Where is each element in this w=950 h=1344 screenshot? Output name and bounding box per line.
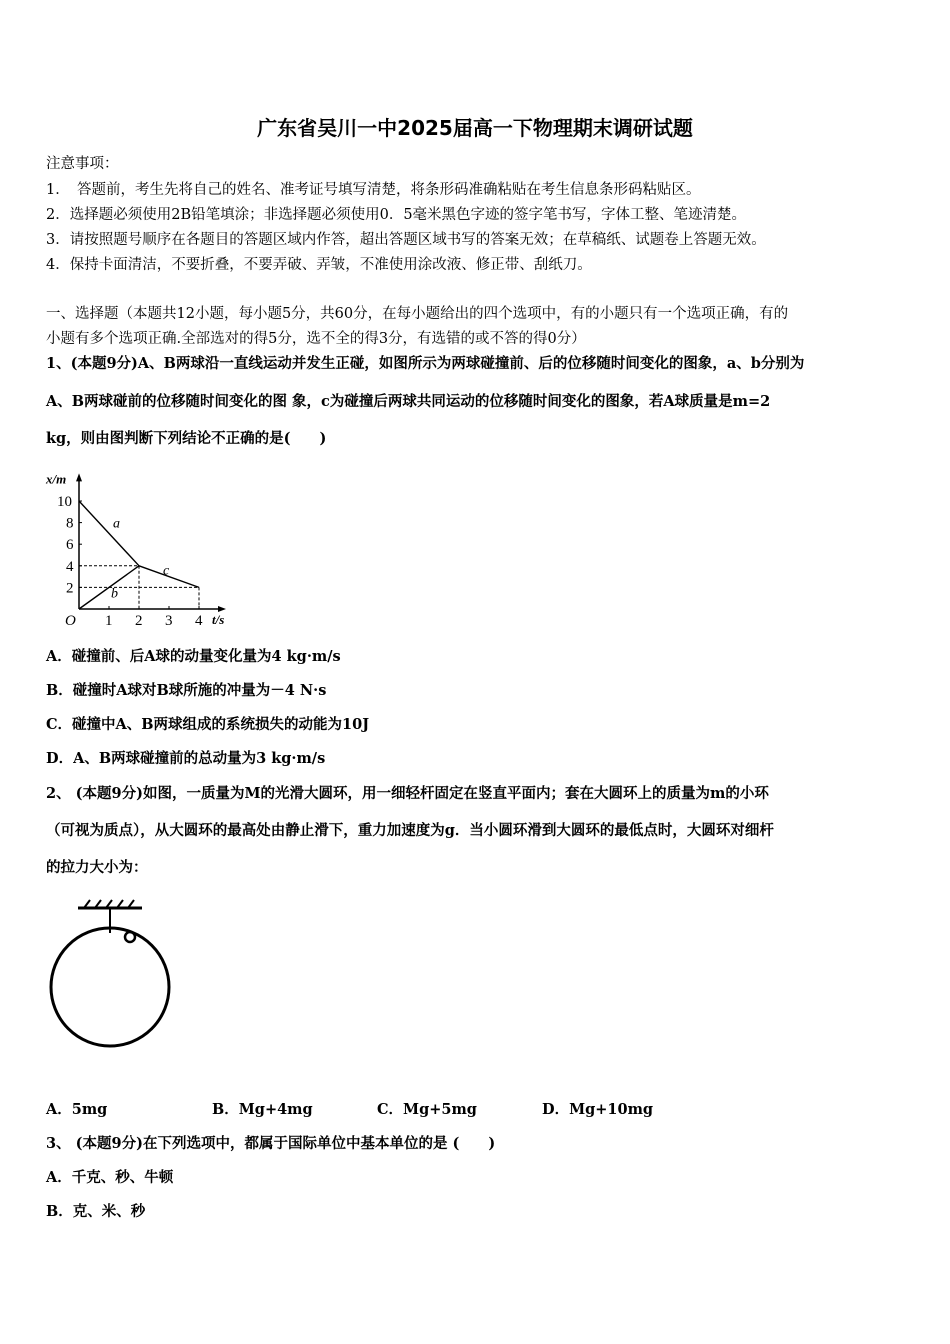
q2-stem: （可视为质点），从大圆环的最高处由静止滑下，重力加速度为g．当小圆环滑到大圆环的最低点时，大圆环对细杆: [46, 822, 774, 839]
x-tick-label: 2: [135, 613, 143, 629]
x-axis-label: t/s: [212, 612, 225, 627]
q3-stem: 3、 (本题9分)在下列选项中，都属于国际单位中基本单位的是 ( ): [46, 1135, 496, 1152]
q1-option-a: A．碰撞前、后A球的动量变化量为4 kg·m/s: [46, 648, 341, 665]
origin-label: O: [65, 613, 76, 629]
notice-item: 4．保持卡面清洁，不要折叠，不要弄破、弄皱，不准使用涂改液、修正带、刮纸刀。: [46, 257, 592, 273]
q2-stem: 2、 (本题9分)如图，一质量为M的光滑大圆环，用一细轻杆固定在竖直平面内；套在大圆环上的质量为m的小环: [46, 785, 769, 802]
y-tick-label: 2: [66, 580, 74, 597]
q1-option-d: D．A、B两球碰撞前的总动量为3 kg·m/s: [46, 750, 326, 767]
section-heading: 一、选择题（本题共12小题，每小题5分，共60分，在每小题给出的四个选项中，有的小题只有一个选项正确，有的: [46, 306, 789, 322]
q2-option-d: D．Mg+10mg: [542, 1101, 654, 1118]
notice-item: 1． 答题前，考生先将自己的姓名、准考证号填写清楚，将条形码准确粘贴在考生信息条形码粘贴区。: [46, 182, 701, 198]
y-tick-label: 10: [57, 494, 72, 510]
section-heading-cont: 小题有多个选项正确.全部选对的得5分，选不全的得3分，有选错的或不答的得0分）: [46, 331, 586, 347]
q1-stem: 1、(本题9分)A、B两球沿一直线运动并发生正碰，如图所示为两球碰撞前、后的位移随时间变化的图象，a、b分别为: [46, 355, 805, 372]
y-axis-label: x/m: [46, 471, 67, 487]
page-title: 广东省吴川一中2025届高一下物理期末调研试题: [257, 116, 693, 140]
ring-figure: [40, 895, 180, 1055]
x-tick-label: 1: [105, 613, 113, 629]
series-line-a: [79, 501, 139, 566]
x-tick-label: 4: [195, 613, 203, 629]
q1-chart: [42, 452, 242, 632]
y-tick-label: 6: [66, 537, 74, 554]
notice-item: 3．请按照题号顺序在各题目的答题区域内作答，超出答题区域书写的答案无效；在草稿纸、试题卷上答题无效。: [46, 232, 766, 248]
q2-option-b: B．Mg+4mg: [212, 1101, 313, 1118]
q3-option-a: A．千克、秒、牛顿: [46, 1169, 174, 1186]
series-label-a: a: [113, 516, 120, 532]
series-label-b: b: [111, 586, 118, 602]
series-label-c: c: [163, 563, 170, 579]
large-ring: [51, 928, 169, 1046]
q2-option-c: C．Mg+5mg: [377, 1101, 477, 1118]
q1-stem: kg，则由图判断下列结论不正确的是( ): [46, 430, 327, 447]
q2-option-a: A．5mg: [46, 1101, 108, 1118]
q3-option-b: B．克、米、秒: [46, 1203, 146, 1220]
small-ring: [125, 932, 135, 942]
q1-stem: A、B两球碰前的位移随时间变化的图 象，c为碰撞后两球共同运动的位移随时间变化的图象，若A球质量是m=2: [46, 393, 771, 410]
notice-item: 2．选择题必须使用2B铅笔填涂；非选择题必须使用0．5毫米黑色字迹的签字笔书写，字体工整、笔迹清楚。: [46, 207, 747, 223]
x-tick-label: 3: [165, 613, 173, 629]
y-tick-label: 4: [66, 558, 74, 575]
q1-option-c: C．碰撞中A、B两球组成的系统损失的动能为10J: [46, 716, 370, 733]
y-axis-arrow: [76, 473, 82, 481]
notice-heading: 注意事项：: [46, 156, 119, 172]
q1-option-b: B．碰撞时A球对B球所施的冲量为－4 N·s: [46, 682, 327, 699]
q2-stem: 的拉力大小为：: [46, 859, 148, 876]
y-tick-label: 8: [66, 515, 74, 532]
